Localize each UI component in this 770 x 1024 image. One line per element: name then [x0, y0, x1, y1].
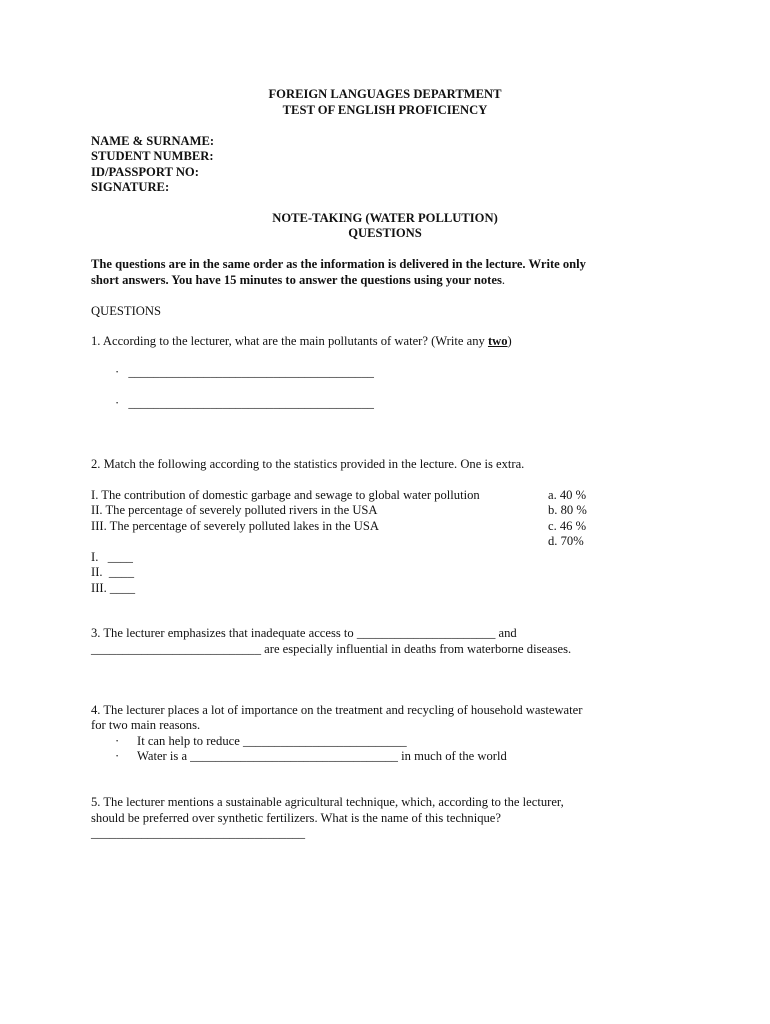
section-title: NOTE-TAKING (WATER POLLUTION) — [272, 211, 498, 225]
question-4-item-1[interactable] — [115, 734, 407, 750]
question-1-suffix: ) — [507, 334, 512, 348]
question-5-answer[interactable]: __________________________________ — [91, 826, 306, 840]
bullet-icon: · — [115, 365, 120, 379]
match-item-1: I. The contribution of domestic garbage and sewage to global water pollution — [91, 488, 480, 502]
match-option-b: b. 80 % — [548, 503, 587, 517]
question-1 — [91, 334, 512, 350]
match-option-a: a. 40 % — [548, 488, 587, 502]
field-signature: SIGNATURE: — [91, 180, 170, 194]
question-3-line-2[interactable]: ___________________________ are especially influential in deaths from waterborne diseases. — [91, 642, 572, 656]
bullet-icon: · — [115, 734, 120, 748]
instructions-line-2-text: short answers. You have 15 minutes to answer the questions using your notes — [91, 273, 502, 287]
question-4-line-1: 4. The lecturer places a lot of importance on the treatment and recycling of household wastewater — [91, 703, 583, 717]
match-option-c: c. 46 % — [548, 519, 587, 533]
question-3-line-1[interactable]: 3. The lecturer emphasizes that inadequate access to ______________________ and — [91, 626, 517, 640]
question-5-line-1: 5. The lecturer mentions a sustainable agricultural technique, which, according to the lecturer, — [91, 795, 564, 809]
bullet-icon: · — [115, 749, 120, 763]
field-student-number: STUDENT NUMBER: — [91, 149, 214, 163]
question-5-line-2: should be preferred over synthetic fertilizers. What is the name of this technique? — [91, 811, 501, 825]
match-item-2: II. The percentage of severely polluted rivers in the USA — [91, 503, 378, 517]
question-4-item-1-text: It can help to reduce __________________________ — [137, 734, 407, 748]
section-subtitle: QUESTIONS — [348, 226, 422, 240]
department-title: FOREIGN LANGUAGES DEPARTMENT — [268, 87, 502, 101]
question-4-line-2: for two main reasons. — [91, 718, 201, 732]
answer-blank: _______________________________________ — [128, 396, 374, 410]
question-1-answer-1[interactable] — [115, 365, 374, 381]
question-1-prefix: 1. According to the lecturer, what are the main pollutants of water? (Write any — [91, 334, 488, 348]
questions-label: QUESTIONS — [91, 304, 161, 318]
answer-blank: _______________________________________ — [128, 365, 374, 379]
match-answer-2[interactable]: II. ____ — [91, 565, 135, 579]
question-2: 2. Match the following according to the statistics provided in the lecture. One is extra. — [91, 457, 525, 471]
match-item-3: III. The percentage of severely polluted lakes in the USA — [91, 519, 379, 533]
test-title: TEST OF ENGLISH PROFICIENCY — [282, 103, 488, 117]
question-4-item-2[interactable] — [115, 749, 507, 765]
question-1-answer-2[interactable] — [115, 396, 374, 412]
instructions-line-1: The questions are in the same order as the information is delivered in the lecture. Write only — [91, 257, 586, 271]
match-option-d: d. 70% — [548, 534, 584, 548]
field-name-surname: NAME & SURNAME: — [91, 134, 215, 148]
question-1-emphasis: two — [487, 334, 508, 348]
instructions-period: . — [501, 273, 506, 287]
match-answer-1[interactable]: I. ____ — [91, 550, 133, 564]
question-4-item-2-text: Water is a _________________________________ in much of the world — [137, 749, 507, 763]
field-id-passport: ID/PASSPORT NO: — [91, 165, 199, 179]
instructions-line-2 — [91, 273, 505, 289]
bullet-icon: · — [115, 396, 120, 410]
match-answer-3[interactable]: III. ____ — [91, 581, 136, 595]
